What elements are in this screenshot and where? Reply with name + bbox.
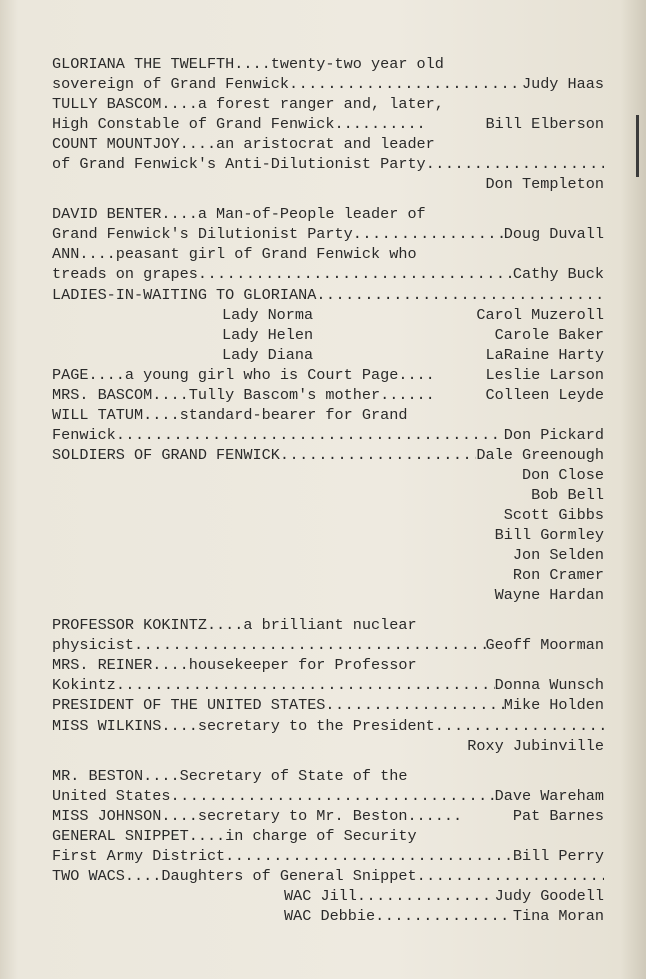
role-description: MRS. BASCOM....Tully Bascom's mother...... [52,385,435,404]
actor-name: Dave Wareham [494,786,604,805]
cast-line [52,54,604,74]
actor-name: Donna Wunsch [494,676,604,695]
spacer [313,305,476,325]
cast-line [52,565,604,585]
role-description: COUNT MOUNTJOY....an aristocrat and leader [52,135,435,154]
dot-leader [417,866,604,886]
cast-line [52,264,604,284]
role-label: WAC Jill [284,886,357,905]
cast-line [52,345,604,365]
cast-line [52,305,604,325]
spacer [435,114,486,134]
spacer [435,365,486,385]
actor-name: Don Pickard [503,425,604,444]
role-description: Fenwick [52,425,116,444]
role-description: physicist [52,636,135,655]
cast-line [52,866,604,886]
dot-leader [325,695,503,715]
dot-leader [357,886,495,906]
role-description: sovereign of Grand Fenwick [52,75,289,94]
dot-leader [116,425,504,445]
role-label: Lady Helen [222,325,314,344]
dot-leader [426,154,604,174]
dot-leader [198,264,513,284]
role-description: treads on grapes [52,265,198,284]
cast-line [52,174,604,194]
actor-name: Pat Barnes [512,806,604,825]
role-description: MISS JOHNSON....secretary to Mr. Beston...... [52,806,463,825]
cast-line [52,365,604,385]
actor-name: Scott Gibbs [503,506,604,525]
actor-name: Wayne Hardan [494,586,604,605]
role-description: GENERAL SNIPPET....in charge of Security [52,826,417,845]
actor-name: Don Templeton [485,175,604,194]
actor-name: Don Close [521,465,604,484]
actor-name: Bill Perry [512,846,604,865]
role-description: MRS. REINER....housekeeper for Professor [52,656,417,675]
role-description: MR. BESTON....Secretary of State of the [52,766,408,785]
actor-name: Doug Duvall [503,225,604,244]
cast-line [52,655,604,675]
role-description: TWO WACS....Daughters of General Snippet [52,866,417,885]
actor-name: Carole Baker [494,325,604,344]
role-label: Lady Norma [222,305,314,324]
role-description: PROFESSOR KOKINTZ....a brilliant nuclear [52,616,417,635]
spacer [52,194,604,204]
actor-name: Mike Holden [503,696,604,715]
cast-line [52,154,604,174]
role-description: WILL TATUM....standard-bearer for Grand [52,405,408,424]
actor-name: Bill Gormley [494,526,604,545]
actor-name: Cathy Buck [512,265,604,284]
actor-name: Ron Cramer [512,566,604,585]
role-description: First Army District [52,846,226,865]
cast-line [52,224,604,244]
cast-line [52,736,604,756]
cast-line [52,465,604,485]
actor-name: Jon Selden [512,546,604,565]
cast-line [52,906,604,926]
role-label: WAC Debbie [284,906,376,925]
role-description: Kokintz [52,676,116,695]
cast-line [52,114,604,134]
role-description: MISS WILKINS....secretary to the President [52,716,435,735]
cast-line [52,635,604,655]
spacer [435,385,486,405]
role-description: DAVID BENTER....a Man-of-People leader of [52,205,426,224]
actor-name: Judy Goodell [494,886,604,905]
cast-line [52,505,604,525]
dot-leader [435,716,604,736]
cast-line [52,74,604,94]
role-description: TULLY BASCOM....a forest ranger and, later, [52,95,444,114]
dot-leader [134,635,485,655]
actor-name: Judy Haas [521,75,604,94]
dot-leader [225,846,513,866]
spacer [52,605,604,615]
cast-line [52,886,604,906]
actor-name: Geoff Moorman [485,636,604,655]
cast-line [52,615,604,635]
cast-line [52,485,604,505]
dot-leader [116,675,495,695]
cast-line [52,285,604,305]
role-description: of Grand Fenwick's Anti-Dilutionist Party [52,155,426,174]
dot-leader [316,285,604,305]
actor-name: Carol Muzeroll [476,305,604,324]
spacer [462,806,513,826]
role-description: United States [52,786,171,805]
cast-line [52,766,604,786]
role-description: Grand Fenwick's Dilutionist Party [52,225,353,244]
cast-line [52,94,604,114]
cast-line [52,675,604,695]
cast-list [52,54,604,926]
dot-leader [353,224,504,244]
role-label: Lady Diana [222,345,314,364]
actor-name: Dale Greenough [476,445,604,464]
dot-leader [280,445,477,465]
actor-name: Bill Elberson [485,115,604,134]
dot-leader [375,906,513,926]
edge-mark [636,115,639,177]
cast-line [52,405,604,425]
cast-line [52,204,604,224]
actor-name: Roxy Jubinville [467,736,604,755]
cast-line [52,244,604,264]
cast-line [52,716,604,736]
cast-line [52,134,604,154]
actor-name: Colleen Leyde [485,385,604,404]
cast-line [52,545,604,565]
cast-line [52,826,604,846]
actor-name: Tina Moran [512,906,604,925]
cast-line [52,325,604,345]
role-description: ANN....peasant girl of Grand Fenwick who [52,245,417,264]
role-description: LADIES-IN-WAITING TO GLORIANA [52,285,317,304]
role-description: SOLDIERS OF GRAND FENWICK [52,445,280,464]
cast-line [52,385,604,405]
role-description: PAGE....a young girl who is Court Page.... [52,365,435,384]
spacer [313,325,494,345]
role-description: GLORIANA THE TWELFTH....twenty-two year old [52,55,444,73]
dot-leader [170,786,494,806]
actor-name: Leslie Larson [485,365,604,384]
role-description: High Constable of Grand Fenwick.......... [52,115,435,134]
spacer [52,756,604,766]
dot-leader [289,74,522,94]
cast-line [52,806,604,826]
cast-line [52,846,604,866]
actor-name: Bob Bell [531,485,604,504]
cast-line [52,445,604,465]
spacer [313,345,485,365]
cast-line [52,786,604,806]
cast-line [52,525,604,545]
cast-line [52,425,604,445]
role-description: PRESIDENT OF THE UNITED STATES [52,696,326,715]
cast-line [52,585,604,605]
actor-name: LaRaine Harty [485,345,604,364]
cast-line [52,695,604,715]
